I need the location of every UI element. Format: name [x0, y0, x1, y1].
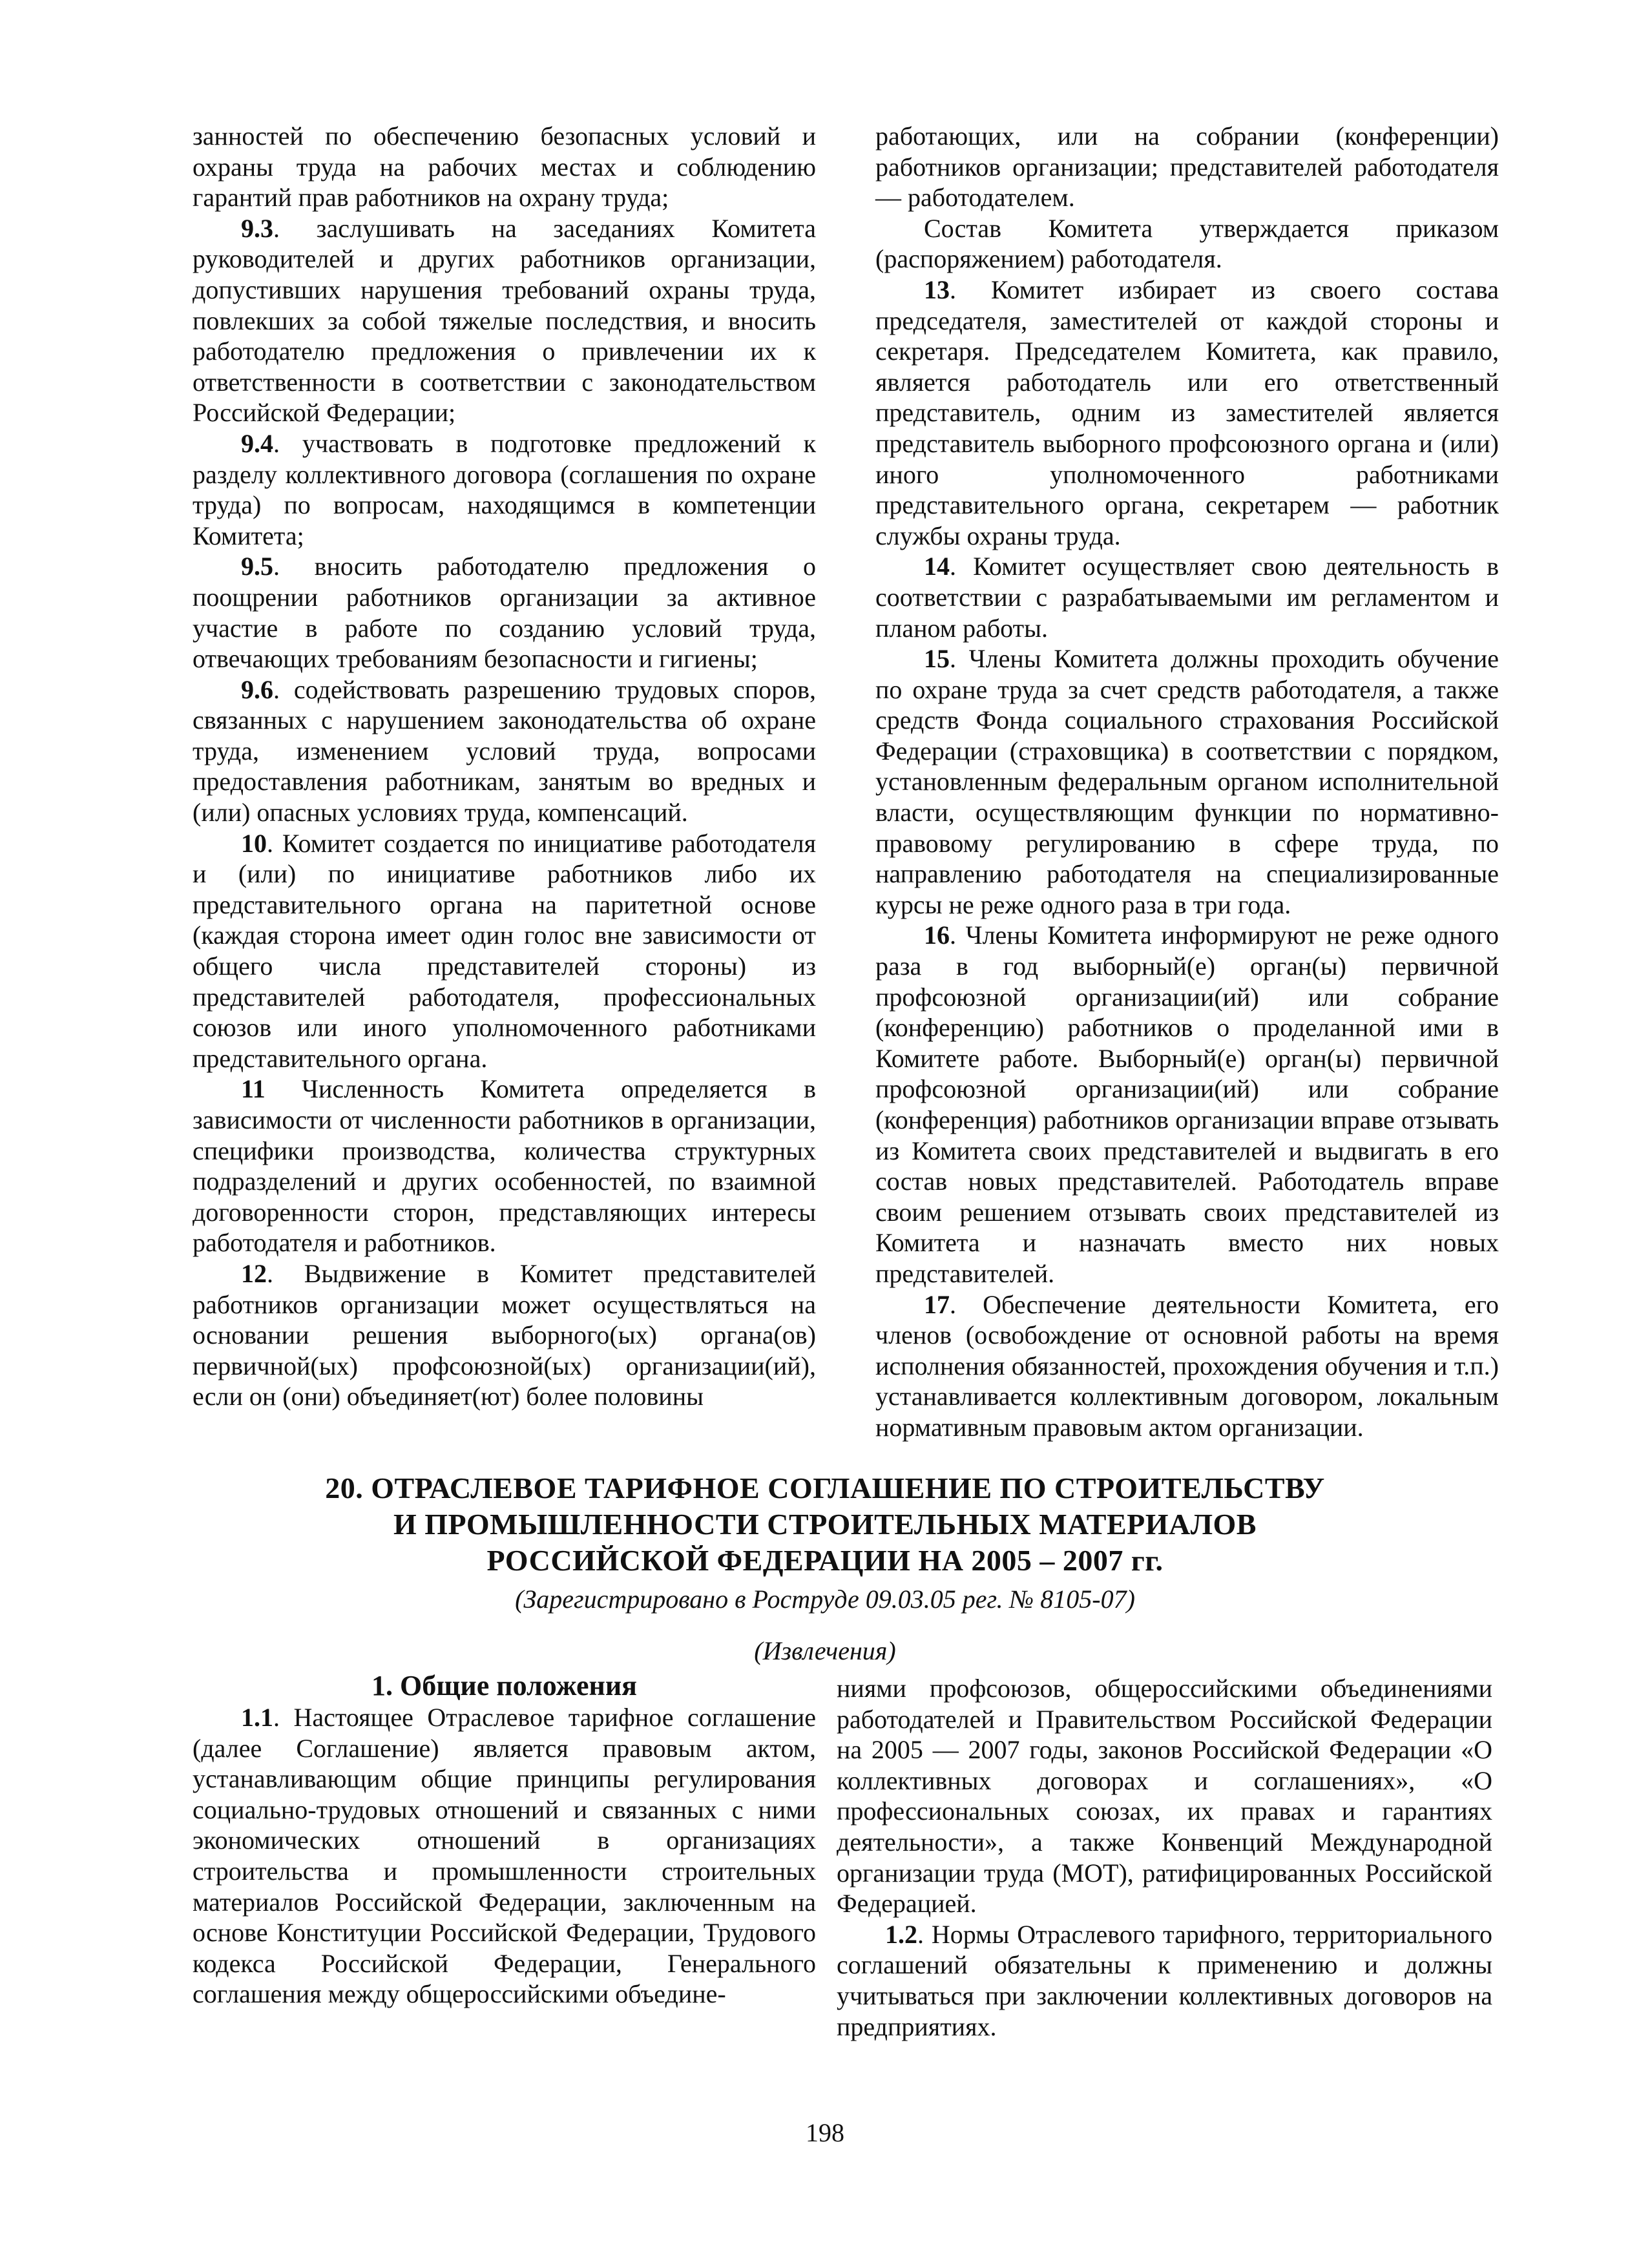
paragraph-9-6: 9.6. содействовать разрешению трудовых споров, связанных с нарушением законодательства об охране труда, изменением условий труда, вопросами предоставления работникам, занятым во вредных и (или) опасных условиях труда, компенсаций.	[193, 674, 816, 827]
paragraph-10: 10. Комитет создается по инициативе работодателя и (или) по инициативе работников либо их представительного органа на паритетной основе (каждая сторона имеет один голос вне зависимости от общего числа представителей стороны) из представителей работодателя, профессиональных союзов или иного уполномоченного работниками представительного органа.	[193, 828, 816, 1073]
paragraph-1-1: 1.1. Настоящее Отраслевое тарифное соглашение (далее Соглашение) является правовым актом, устанавливающим общие принципы регулирования социально-трудовых отношений и связанных с ними экономических отношений в организациях строительства и промышленности строительных материалов Российской Федерации, заключенным на основе Конституции Российской Федерации, Трудового кодекса Российской Федерации, Генерального соглашения между общероссийскими объедине-	[193, 1703, 816, 2009]
section-heading: 1. Общие положения	[371, 1670, 637, 1701]
page-number: 198	[806, 2118, 844, 2147]
paragraph-15: 15. Члены Комитета должны проходить обучение по охране труда за счет средств работодателя, а также средств Фонда социального страхования Российской Федерации (страховщика) в соответствии с порядком, установленным федеральным органом исполнительной власти, осуществляющим функции по нормативно-правовому регулированию в сфере труда, по направлению работодателя на специализированные курсы не реже одного раза в три года.	[875, 644, 1499, 919]
registration-note: (Зарегистрировано в Роструде 09.03.05 рег. № 8105-07)	[515, 1585, 1135, 1614]
paragraph-9-4: 9.4. участвовать в подготовке предложений к разделу коллективного договора (соглашения по охране труда) по вопросам, находящимся в компетенции Комитета;	[193, 428, 816, 550]
top-left-column	[193, 121, 816, 1412]
paragraph: занностей по обеспечению безопасных условий и охраны труда на рабочих местах и соблюдению гарантий прав работников на охрану труда;	[193, 121, 816, 213]
paragraph-17: 17. Обеспечение деятельности Комитета, его членов (освобождение от основной работы на время исполнения обязанностей, прохождения обучения и т.п.) устанавливается коллективным договором, локальным нормативным правовым актом организации.	[875, 1289, 1499, 1442]
paragraph-14: 14. Комитет осуществляет свою деятельность в соответствии с разрабатываемыми им регламентом и планом работы.	[875, 552, 1499, 643]
paragraph-composition: Состав Комитета утверждается приказом (распоряжением) работодателя.	[875, 213, 1499, 274]
paragraph-11: 11 Численность Комитета определяется в зависимости от численности работников в организации, специфики производства, количества структурных подразделений и других особенностей, по взаимной договоренности сторон, представляющих интересы работодателя и работников.	[193, 1074, 816, 1258]
paragraph: ниями профсоюзов, общероссийскими объединениями работодателей и Правительством Российской Федерации на 2005 — 2007 годы, законов Российской Федерации «О коллективных договорах и соглашениях», «О профессиональных союзах, их правах и гарантиях деятельности», а также Конвенций Международной организации труда (МОТ), ратифицированных Российской Федерацией.	[837, 1674, 1492, 1919]
bottom-right-column	[837, 1673, 1492, 2042]
paragraph-1-2: 1.2. Нормы Отраслевого тарифного, территориального соглашений обязательны к применению и должны учитываться при заключении коллективных договоров на предприятиях.	[837, 1919, 1492, 2041]
bottom-left-column	[193, 1702, 816, 2010]
paragraph-9-3: 9.3. заслушивать на заседаниях Комитета руководителей и других работников организации, допустивших нарушения требований охраны труда, повлекших за собой тяжелые последствия, и вносить работодателю предложения о привлечении их к ответственности в соответствии с законодательством Российской Федерации;	[193, 213, 816, 428]
top-right-column	[875, 121, 1499, 1443]
title-line: 20. ОТРАСЛЕВОЕ ТАРИФНОЕ СОГЛАШЕНИЕ ПО СТРОИТЕЛЬСТВУ	[325, 1472, 1325, 1504]
extract-note: (Извлечения)	[754, 1636, 896, 1665]
title-line: И ПРОМЫШЛЕННОСТИ СТРОИТЕЛЬНЫХ МАТЕРИАЛОВ	[393, 1508, 1257, 1541]
title-line: РОССИЙСКОЙ ФЕДЕРАЦИИ НА 2005 – 2007 гг.	[486, 1544, 1164, 1577]
paragraph-9-5: 9.5. вносить работодателю предложения о поощрении работников организации за активное участие в работе по созданию условий труда, отвечающих требованиям безопасности и гигиены;	[193, 552, 816, 674]
agreement-title	[194, 1470, 1456, 1579]
paragraph: работающих, или на собрании (конференции) работников организации; представителей работодателя — работодателем.	[875, 121, 1499, 213]
paragraph-13: 13. Комитет избирает из своего состава председателя, заместителей от каждой стороны и секретаря. Председателем Комитета, как правило, является работодатель или его ответственный представитель, одним из заместителей является представитель выборного профсоюзного органа и (или) иного уполномоченного работниками представительного органа, секретарем — работник службы охраны труда.	[875, 275, 1499, 550]
paragraph-16: 16. Члены Комитета информируют не реже одного раза в год выборный(е) орган(ы) первичной профсоюзной организации(ий) или собрание (конференцию) работников о проделанной ими в Комитете работе. Выборный(е) орган(ы) первичной профсоюзной организации(ий) или собрание (конференция) работников организации вправе отзывать из Комитета своих представителей и выдвигать в его состав новых представителей. Работодатель вправе своим решением отзывать своих представителей из Комитета и назначать вместо них новых представителей.	[875, 921, 1499, 1288]
paragraph-12: 12. Выдвижение в Комитет представителей работников организации может осуществляться на основании решения выборного(ых) органа(ов) первичной(ых) профсоюзной(ых) организации(ий), если он (они) объединяет(ют) более половины	[193, 1258, 816, 1411]
